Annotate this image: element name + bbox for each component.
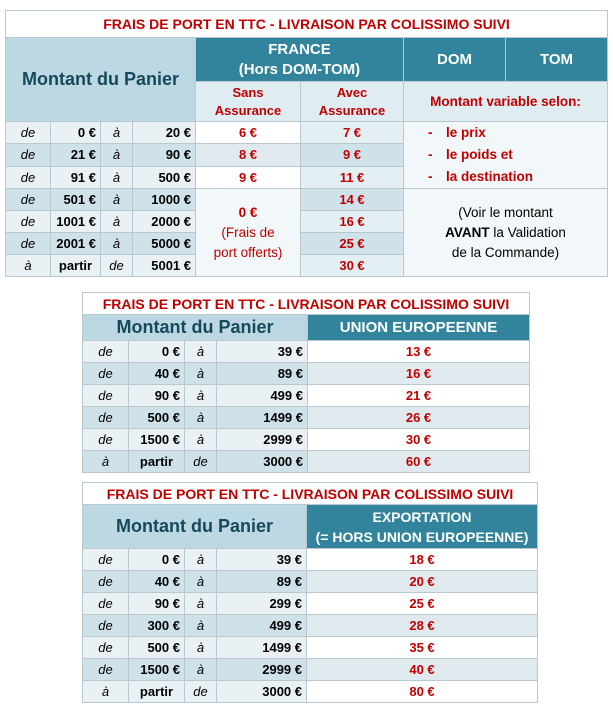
export-price: 18 € <box>307 549 538 571</box>
amount-from: 501 € <box>51 189 101 211</box>
prefix: de <box>83 571 129 593</box>
amount-to: 39 € <box>217 549 307 571</box>
sans-price: 9 € <box>196 166 301 188</box>
table-row <box>83 571 538 593</box>
prefix: de <box>83 385 129 407</box>
table-title: FRAIS DE PORT EN TTC - LIVRAISON PAR COLISSIMO SUIVI <box>83 293 530 315</box>
prefix: de <box>6 144 51 166</box>
amount-to: 90 € <box>133 144 196 166</box>
connector: de <box>185 681 217 703</box>
amount-from: 40 € <box>129 571 185 593</box>
connector: de <box>101 255 133 277</box>
amount-to: 89 € <box>217 363 308 385</box>
table-title: FRAIS DE PORT EN TTC - LIVRAISON PAR COLISSIMO SUIVI <box>6 11 608 38</box>
prefix: de <box>83 429 129 451</box>
amount-from: 0 € <box>51 122 101 144</box>
prefix: de <box>83 549 129 571</box>
connector: à <box>185 341 217 363</box>
prefix: de <box>6 122 51 144</box>
amount-to: 499 € <box>217 385 308 407</box>
amount-to: 39 € <box>217 341 308 363</box>
table-row <box>83 593 538 615</box>
prefix: de <box>6 166 51 188</box>
table-row <box>83 615 538 637</box>
avec-price: 25 € <box>301 233 404 255</box>
connector: à <box>185 385 217 407</box>
amount-to: 3000 € <box>217 451 308 473</box>
connector: à <box>101 189 133 211</box>
connector: de <box>185 451 217 473</box>
amount-to: 1499 € <box>217 407 308 429</box>
france-header-line1: FRANCE <box>268 40 331 58</box>
free-shipping-note <box>196 189 301 277</box>
sans-assurance-header <box>196 82 301 122</box>
table-row <box>83 681 538 703</box>
shipping-table-france <box>5 10 608 277</box>
amount-from: 0 € <box>129 549 185 571</box>
table-row <box>83 637 538 659</box>
prefix: de <box>83 593 129 615</box>
eu-header: UNION EUROPEENNE <box>308 315 530 341</box>
table-row <box>83 363 530 385</box>
prefix: de <box>83 637 129 659</box>
table-row <box>83 407 530 429</box>
free-line2: (Frais de <box>221 224 275 240</box>
france-header-line2: (Hors DOM-TOM) <box>238 60 361 78</box>
table-row <box>6 189 608 211</box>
connector: à <box>101 211 133 233</box>
voir-line1: (Voir le montant <box>458 204 553 220</box>
amount-to: 2999 € <box>217 659 307 681</box>
connector: à <box>185 429 217 451</box>
voir-line3: de la Commande) <box>451 244 560 260</box>
table-row <box>83 659 538 681</box>
basket-amount-header: Montant du Panier <box>6 38 196 122</box>
export-price: 25 € <box>307 593 538 615</box>
avec-price: 14 € <box>301 189 404 211</box>
avec-price: 9 € <box>301 144 404 166</box>
amount-from: partir <box>129 451 185 473</box>
list-item: - le poids et <box>428 147 513 162</box>
table-row <box>83 549 538 571</box>
table-row <box>83 451 530 473</box>
amount-from: 500 € <box>129 407 185 429</box>
prefix: de <box>6 211 51 233</box>
amount-to: 5000 € <box>133 233 196 255</box>
prefix: de <box>83 363 129 385</box>
variable-note: Montant variable selon: <box>404 82 608 122</box>
voir-bold: AVANT <box>445 224 490 240</box>
amount-from: 300 € <box>129 615 185 637</box>
amount-to: 3000 € <box>217 681 307 703</box>
table-row <box>83 341 530 363</box>
france-header <box>196 38 404 82</box>
connector: à <box>101 233 133 255</box>
connector: à <box>185 659 217 681</box>
amount-from: 90 € <box>129 593 185 615</box>
eu-price: 60 € <box>308 451 530 473</box>
amount-from: 0 € <box>129 341 185 363</box>
amount-from: 21 € <box>51 144 101 166</box>
free-line3: port offerts) <box>213 244 283 260</box>
avec-price: 7 € <box>301 122 404 144</box>
prefix: de <box>6 233 51 255</box>
criteria-text: le poids et <box>446 147 513 162</box>
shipping-table-eu <box>82 292 530 473</box>
amount-to: 20 € <box>133 122 196 144</box>
amount-to: 89 € <box>217 571 307 593</box>
amount-from: partir <box>129 681 185 703</box>
eu-price: 13 € <box>308 341 530 363</box>
amount-from: 90 € <box>129 385 185 407</box>
eu-price: 30 € <box>308 429 530 451</box>
amount-to: 499 € <box>217 615 307 637</box>
avec-line1: Avec <box>336 84 368 100</box>
variable-criteria-list <box>404 122 608 189</box>
connector: à <box>185 549 217 571</box>
amount-from: 1500 € <box>129 659 185 681</box>
export-price: 35 € <box>307 637 538 659</box>
table-row <box>83 429 530 451</box>
amount-to: 2999 € <box>217 429 308 451</box>
sans-line2: Assurance <box>214 102 282 118</box>
eu-price: 26 € <box>308 407 530 429</box>
amount-to: 5001 € <box>133 255 196 277</box>
prefix: à <box>6 255 51 277</box>
list-item: - le prix <box>428 125 486 140</box>
connector: à <box>101 144 133 166</box>
avec-price: 30 € <box>301 255 404 277</box>
basket-amount-header: Montant du Panier <box>83 505 307 549</box>
amount-to: 500 € <box>133 166 196 188</box>
prefix: de <box>83 407 129 429</box>
connector: à <box>101 122 133 144</box>
amount-to: 299 € <box>217 593 307 615</box>
prefix: de <box>83 615 129 637</box>
prefix: à <box>83 451 129 473</box>
shipping-table-export <box>82 482 538 703</box>
dom-header: DOM <box>404 38 506 82</box>
export-header <box>307 505 538 549</box>
avec-price: 11 € <box>301 166 404 188</box>
table-title: FRAIS DE PORT EN TTC - LIVRAISON PAR COLISSIMO SUIVI <box>83 483 538 505</box>
amount-from: 40 € <box>129 363 185 385</box>
eu-price: 21 € <box>308 385 530 407</box>
prefix: de <box>83 341 129 363</box>
amount-from: partir <box>51 255 101 277</box>
criteria-text: la destination <box>446 169 534 184</box>
export-price: 28 € <box>307 615 538 637</box>
connector: à <box>101 166 133 188</box>
amount-from: 500 € <box>129 637 185 659</box>
amount-to: 1499 € <box>217 637 307 659</box>
amount-from: 1500 € <box>129 429 185 451</box>
amount-from: 2001 € <box>51 233 101 255</box>
export-price: 40 € <box>307 659 538 681</box>
list-item: - la destination <box>428 169 534 184</box>
avec-price: 16 € <box>301 211 404 233</box>
criteria-text: le prix <box>446 125 486 140</box>
sans-price: 6 € <box>196 122 301 144</box>
eu-price: 16 € <box>308 363 530 385</box>
connector: à <box>185 593 217 615</box>
amount-to: 2000 € <box>133 211 196 233</box>
voir-line2 <box>404 223 607 243</box>
connector: à <box>185 407 217 429</box>
amount-to: 1000 € <box>133 189 196 211</box>
export-price: 80 € <box>307 681 538 703</box>
avec-line2: Assurance <box>318 102 386 118</box>
sans-price: 8 € <box>196 144 301 166</box>
prefix: de <box>6 189 51 211</box>
export-header-line1: EXPORTATION <box>372 508 472 525</box>
tom-header: TOM <box>506 38 608 82</box>
amount-from: 91 € <box>51 166 101 188</box>
prefix: de <box>83 659 129 681</box>
table-row <box>6 122 608 144</box>
table-row <box>83 385 530 407</box>
voir-line2-rest: la Validation <box>489 224 566 240</box>
sans-line1: Sans <box>232 84 264 100</box>
check-amount-note <box>404 189 608 277</box>
connector: à <box>185 363 217 385</box>
avec-assurance-header <box>301 82 404 122</box>
connector: à <box>185 571 217 593</box>
prefix: à <box>83 681 129 703</box>
export-header-line2: (= HORS UNION EUROPEENNE) <box>315 528 529 545</box>
export-price: 20 € <box>307 571 538 593</box>
connector: à <box>185 637 217 659</box>
basket-amount-header: Montant du Panier <box>83 315 308 341</box>
connector: à <box>185 615 217 637</box>
free-line1: 0 € <box>238 204 258 220</box>
amount-from: 1001 € <box>51 211 101 233</box>
